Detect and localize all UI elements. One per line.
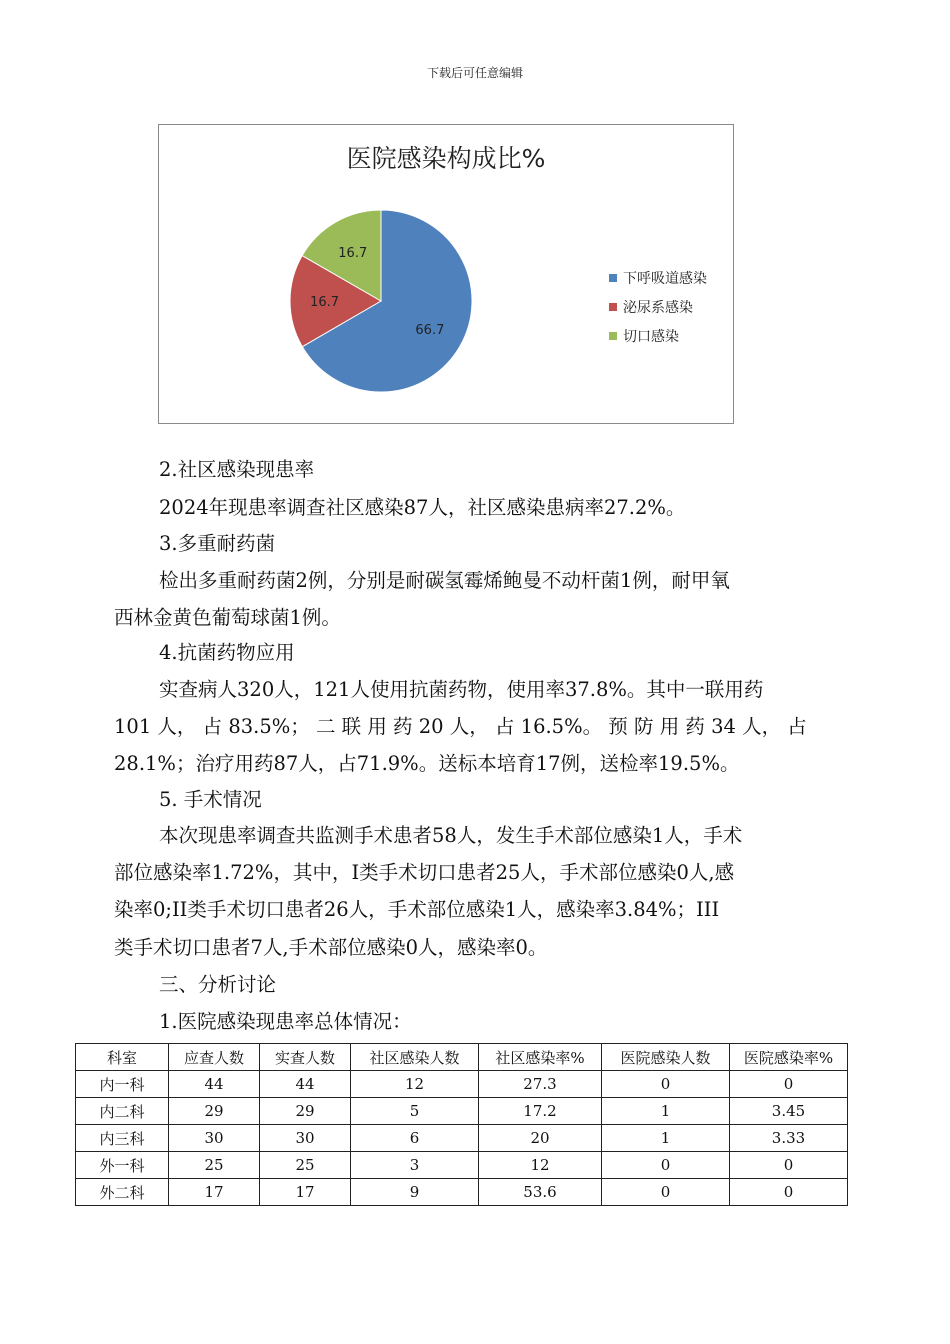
chart-title: 医院感染构成比%	[346, 144, 546, 173]
column-header: 实查人数	[260, 1044, 351, 1071]
table-cell: 44	[260, 1071, 351, 1098]
table-row	[76, 1152, 848, 1179]
table-cell: 17.2	[479, 1098, 602, 1125]
table-cell: 30	[169, 1125, 260, 1152]
table-cell: 内三科	[76, 1125, 169, 1152]
table-row	[76, 1179, 848, 1206]
table-row	[76, 1071, 848, 1098]
table-cell: 20	[479, 1125, 602, 1152]
legend-label: 切口感染	[623, 328, 679, 345]
legend-item	[609, 321, 707, 350]
table-cell: 1	[602, 1098, 730, 1125]
section-3-line: 检出多重耐药菌2例，分别是耐碳氢霉烯鲍曼不动杆菌1例，耐甲氧	[159, 569, 730, 592]
table-cell: 12	[479, 1152, 602, 1179]
section-5-line: 染率0;II类手术切口患者26人，手术部位感染1人，感染率3.84%；III	[114, 898, 720, 921]
legend-label: 下呼吸道感染	[623, 270, 707, 287]
table-cell: 内一科	[76, 1071, 169, 1098]
table-cell: 6	[351, 1125, 479, 1152]
subsection-1-title: 1.医院感染现患率总体情况：	[159, 1010, 412, 1033]
section-5-title: 5. 手术情况	[159, 788, 262, 811]
table-cell: 0	[730, 1179, 848, 1206]
section-4-line: 28.1%；治疗用药87人，占71.9%。送标本培育17例，送检率19.5%。	[114, 752, 740, 775]
column-header: 医院感染人数	[602, 1044, 730, 1071]
table-cell: 25	[260, 1152, 351, 1179]
table-cell: 5	[351, 1098, 479, 1125]
table-cell: 外二科	[76, 1179, 169, 1206]
column-header: 社区感染人数	[351, 1044, 479, 1071]
table-cell: 1	[602, 1125, 730, 1152]
legend-item	[609, 292, 707, 321]
legend-swatch	[609, 274, 617, 282]
page-header-note: 下载后可任意编辑	[426, 66, 523, 80]
part-3-title: 三、分析讨论	[159, 973, 277, 996]
table-cell: 3.45	[730, 1098, 848, 1125]
section-4-title: 4.抗菌药物应用	[159, 641, 295, 664]
table-cell: 25	[169, 1152, 260, 1179]
legend-label: 泌尿系感染	[623, 299, 693, 316]
table-cell: 17	[169, 1179, 260, 1206]
table-cell: 0	[730, 1152, 848, 1179]
infection-rate-table	[75, 1043, 848, 1206]
table-cell: 53.6	[479, 1179, 602, 1206]
section-3-title: 3.多重耐药菌	[159, 532, 276, 555]
table-row	[76, 1098, 848, 1125]
section-5-line: 本次现患率调查共监测手术患者58人，发生手术部位感染1人，手术	[159, 824, 743, 847]
section-2-body: 2024年现患率调查社区感染87人，社区感染患病率27.2%。	[159, 496, 686, 519]
table-cell: 27.3	[479, 1071, 602, 1098]
table-cell: 17	[260, 1179, 351, 1206]
section-2-title: 2.社区感染现患率	[159, 458, 315, 481]
table-cell: 0	[602, 1152, 730, 1179]
section-4-line: 101 人， 占 83.5%； 二 联 用 药 20 人， 占 16.5%。 预 防 用 药 34 人， 占	[114, 715, 807, 738]
table-cell: 29	[169, 1098, 260, 1125]
table-cell: 29	[260, 1098, 351, 1125]
table-cell: 外一科	[76, 1152, 169, 1179]
table-cell: 0	[730, 1071, 848, 1098]
pie-data-label: 16.7	[338, 246, 368, 262]
pie-data-label: 66.7	[415, 323, 445, 339]
pie-data-label: 16.7	[310, 295, 340, 311]
column-header: 社区感染率%	[479, 1044, 602, 1071]
pie-chart	[158, 124, 734, 424]
table-cell: 3.33	[730, 1125, 848, 1152]
chart-legend	[609, 263, 707, 350]
table-cell: 3	[351, 1152, 479, 1179]
table-cell: 内二科	[76, 1098, 169, 1125]
column-header: 医院感染率%	[730, 1044, 848, 1071]
column-header: 科室	[76, 1044, 169, 1071]
legend-swatch	[609, 332, 617, 340]
table-cell: 0	[602, 1179, 730, 1206]
table-header-row	[76, 1044, 848, 1071]
table-cell: 0	[602, 1071, 730, 1098]
legend-swatch	[609, 303, 617, 311]
table-cell: 12	[351, 1071, 479, 1098]
table-cell: 30	[260, 1125, 351, 1152]
table-row	[76, 1125, 848, 1152]
section-4-line: 实查病人320人，121人使用抗菌药物，使用率37.8%。其中一联用药	[159, 678, 764, 701]
legend-item	[609, 263, 707, 292]
column-header: 应查人数	[169, 1044, 260, 1071]
table-cell: 9	[351, 1179, 479, 1206]
section-3-line: 西林金黄色葡萄球菌1例。	[114, 606, 341, 629]
section-5-line: 部位感染率1.72%，其中，I类手术切口患者25人，手术部位感染0人,感	[114, 861, 735, 884]
table-cell: 44	[169, 1071, 260, 1098]
section-5-line: 类手术切口患者7人,手术部位感染0人，感染率0。	[114, 936, 548, 959]
